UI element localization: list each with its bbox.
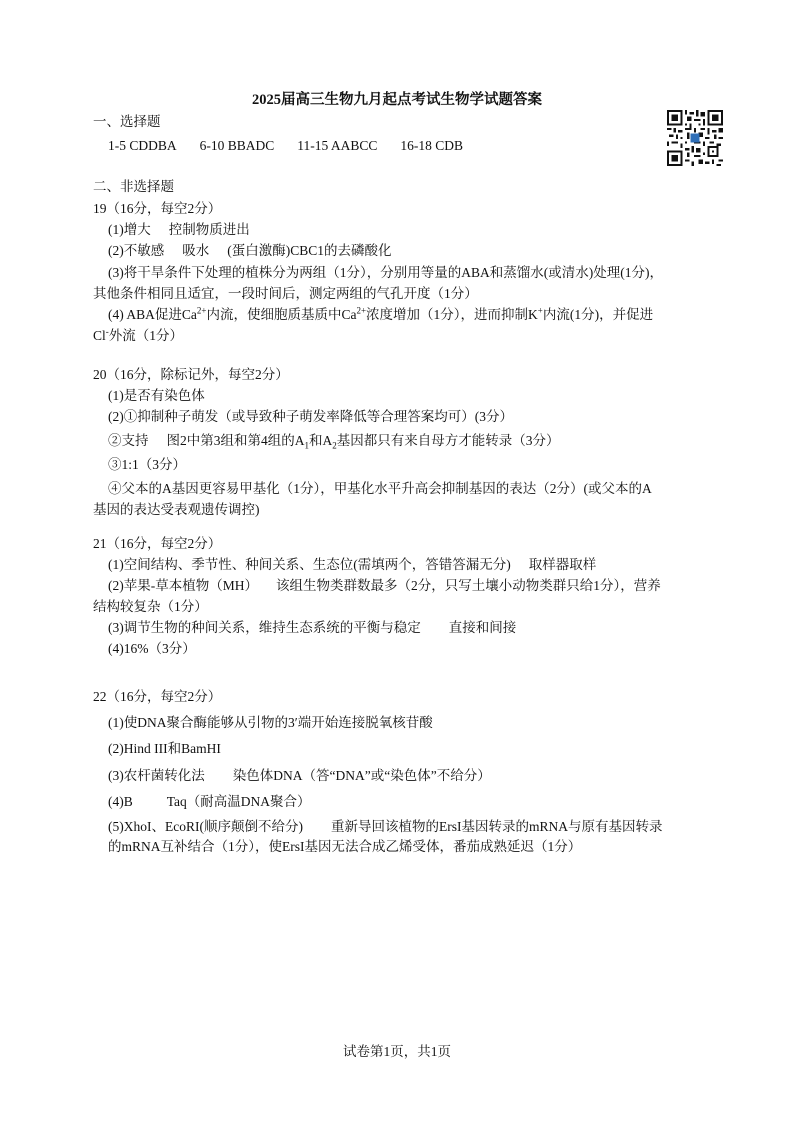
q22-heading: 22（16分，每空2分） [93, 689, 222, 704]
q21-line-3 [108, 619, 516, 637]
q21-line-2 [108, 577, 661, 595]
q21-answer: 直接和间接 [448, 620, 517, 635]
q22-answer: (4)B [108, 794, 133, 809]
q22-answer: (3)农杆菌转化法 [108, 768, 205, 783]
superscript: - [105, 326, 109, 337]
q20-line-5-cont: 基因的表达受表观遗传调控) [93, 502, 260, 517]
superscript: 2+ [356, 305, 367, 316]
q19-text: (4) ABA促进Ca [108, 307, 197, 322]
subscript: 1 [304, 440, 309, 451]
q22-line-2: (2)Hind III和BamHI [108, 741, 221, 756]
choice-answer: 16-18 CDB [400, 138, 464, 153]
subscript: 2 [332, 440, 337, 451]
choice-answer: 11-15 AABCC [297, 138, 378, 153]
q19-text: 外流（1分） [108, 328, 184, 343]
q21-line-4: (4)16%（3分） [108, 641, 196, 656]
q20-answer: ②支持 [108, 433, 149, 448]
q20-line-5: ④父本的A基因更容易甲基化（1分），甲基化水平升高会抑制基因的表达（2分）(或父本的A [108, 481, 652, 496]
q20-text: 图2中第3组和第4组的A [166, 433, 305, 448]
choice-answer: 6-10 BBADC [199, 138, 275, 153]
q20-heading: 20（16分，除标记外，每空2分） [93, 367, 289, 382]
q19-text: 浓度增加（1分），进而抑制K [366, 307, 538, 322]
q19-line-3-cont: 其他条件相同且适宜，一段时间后，测定两组的气孔开度（1分） [93, 286, 478, 301]
q21-answer: (2)苹果-草本植物（MH） [108, 578, 258, 593]
choice-answers-row [108, 137, 463, 155]
q20-text: 基因都只有来自母方才能转录（3分） [336, 433, 560, 448]
q19-line-3: (3)将干旱条件下处理的植株分为两组（1分），分别用等量的ABA和蒸馏水(或清水)处理(1分)， [108, 265, 663, 280]
q22-line-5 [108, 818, 662, 836]
page-footer: 试卷第1页，共1页 [343, 1044, 451, 1059]
q22-line-4 [108, 793, 311, 811]
q19-text: 内流(1分)，并促进 [542, 307, 654, 322]
q20-line-4: ③1:1（3分） [108, 457, 187, 472]
q22-line-3 [108, 767, 491, 785]
q22-answer: 染色体DNA（答“DNA”或“染色体”不给分） [232, 768, 491, 783]
q21-heading: 21（16分，每空2分） [93, 536, 222, 551]
q21-line-1 [108, 556, 596, 574]
q22-answer: Taq（耐高温DNA聚合） [166, 794, 311, 809]
q19-heading: 19（16分，每空2分） [93, 201, 222, 216]
q20-line-2: (2)①抑制种子萌发（或导致种子萌发率降低等合理答案均可）(3分） [108, 409, 513, 424]
q19-text: 内流，使细胞质基质中Ca [206, 307, 357, 322]
q22-line-1: (1)使DNA聚合酶能够从引物的3′端开始连接脱氧核苷酸 [108, 715, 433, 730]
section-nonchoice-heading: 二、非选择题 [93, 179, 174, 194]
q21-answer: 取样器取样 [528, 557, 597, 572]
q19-answer: (1)增大 [108, 222, 151, 237]
q21-answer: (3)调节生物的种间关系，维持生态系统的平衡与稳定 [108, 620, 421, 635]
qr-code-icon [667, 110, 723, 166]
q22-answer: 重新导回该植物的ErsI基因转录的mRNA与原有基因转录 [330, 819, 663, 834]
page-title: 2025届高三生物九月起点考试生物学试题答案 [252, 92, 542, 108]
superscript: 2+ [196, 305, 207, 316]
q21-answer: 该组生物类群数最多（2分，只写土壤小动物类群只给1分），营养 [276, 578, 661, 593]
q19-line-2 [108, 242, 392, 260]
q19-text: Cl [93, 328, 106, 343]
q19-line-4-cont [93, 327, 183, 345]
q20-text: 和A [309, 433, 333, 448]
q22-answer: (5)XhoI、EcoRI(顺序颠倒不给分) [108, 819, 303, 834]
q19-answer: 控制物质进出 [168, 222, 250, 237]
section-choice-heading: 一、选择题 [93, 114, 161, 129]
q19-answer: 吸水 [182, 243, 210, 258]
q22-line-5-cont: 的mRNA互补结合（1分），使ErsI基因无法合成乙烯受体，番茄成熟延迟（1分） [108, 839, 582, 854]
superscript: + [537, 305, 543, 316]
q19-answer: (2)不敏感 [108, 243, 165, 258]
q21-answer: (1)空间结构、季节性、种间关系、生态位(需填两个，答错答漏无分) [108, 557, 511, 572]
q20-line-1: (1)是否有染色体 [108, 388, 205, 403]
q20-line-3 [108, 432, 560, 450]
q19-line-4 [108, 306, 653, 324]
choice-answer: 1-5 CDDBA [108, 138, 177, 153]
q19-answer: (蛋白激酶)CBC1的去磷酸化 [227, 243, 392, 258]
q19-line-1 [108, 221, 250, 239]
q21-line-2-cont: 结构较复杂（1分） [93, 599, 208, 614]
